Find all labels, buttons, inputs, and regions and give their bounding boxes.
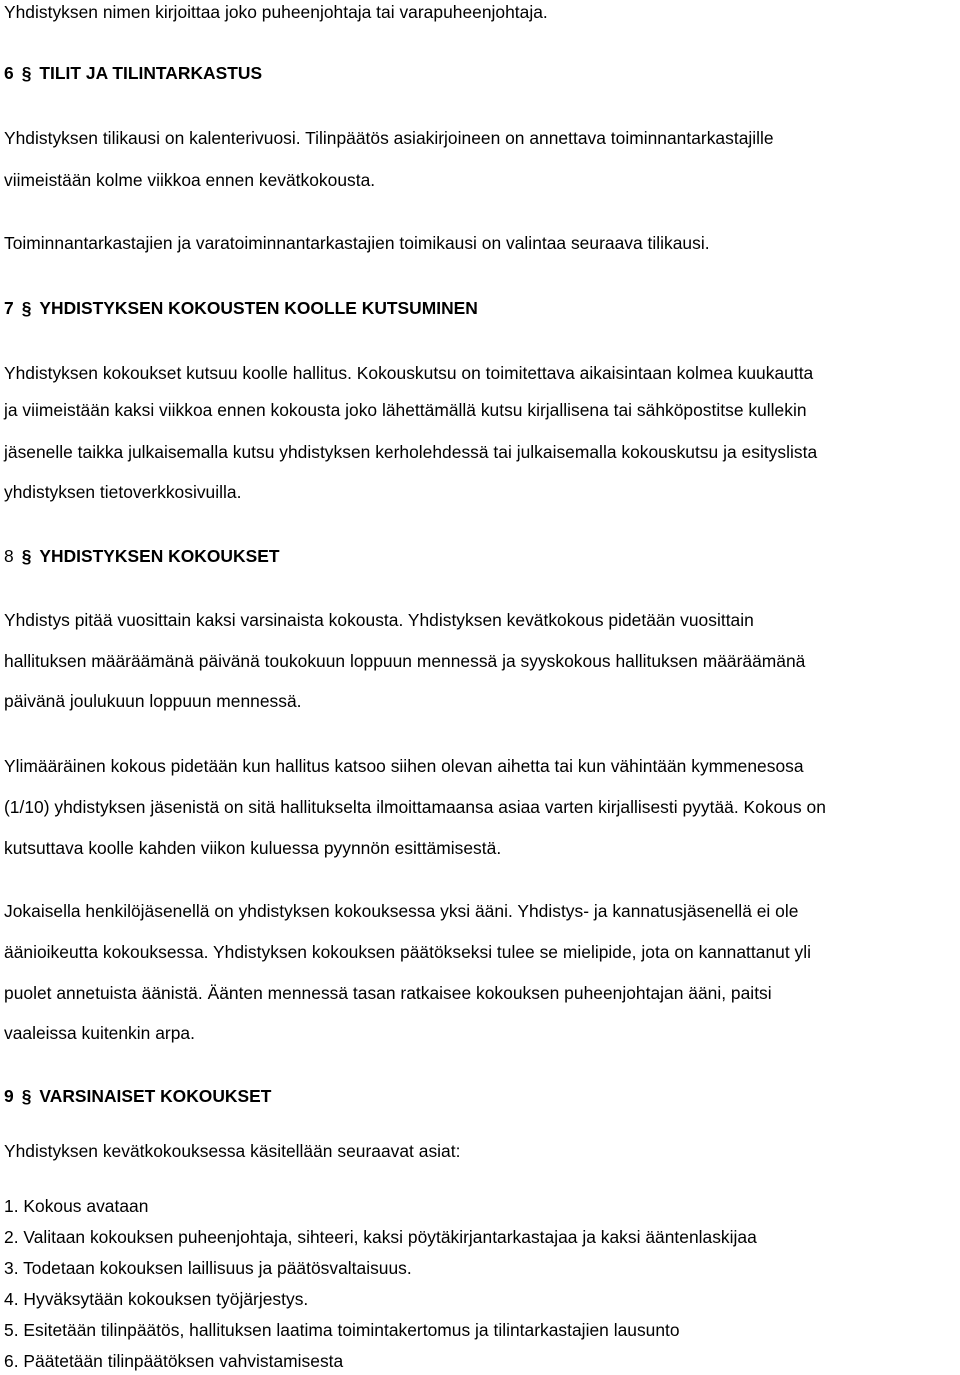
list-item: 1. Kokous avataan <box>4 1196 149 1216</box>
section-6-heading <box>4 61 262 85</box>
section-symbol: § <box>21 546 32 566</box>
list-item: 4. Hyväksytään kokouksen työjärjestys. <box>4 1289 309 1309</box>
paragraph-line: Ylimääräinen kokous pidetään kun hallitus katsoo siihen olevan aihetta tai kun vähintään kymmenesosa <box>4 756 804 776</box>
section-7-heading <box>4 296 478 320</box>
section-title: YHDISTYKSEN KOKOUSTEN KOOLLE KUTSUMINEN <box>39 298 478 318</box>
paragraph-line: Toiminnantarkastajien ja varatoiminnantarkastajien toimikausi on valintaa seuraava tilikausi. <box>4 233 710 253</box>
section-number: 9 <box>4 1086 14 1106</box>
paragraph-line: Yhdistys pitää vuosittain kaksi varsinaista kokousta. Yhdistyksen kevätkokous pidetään vuosittain <box>4 610 754 630</box>
paragraph-line: Yhdistyksen kokoukset kutsuu koolle hallitus. Kokouskutsu on toimitettava aikaisintaan kolmea kuukautta <box>4 363 814 383</box>
paragraph-line: jäsenelle taikka julkaisemalla kutsu yhdistyksen kerholehdessä tai julkaisemalla kokouskutsu ja esityslista <box>4 442 818 462</box>
paragraph-line: hallituksen määräämänä päivänä toukokuun loppuun mennessä ja syyskokous hallituksen määräämänä <box>4 651 806 671</box>
paragraph-line: ja viimeistään kaksi viikkoa ennen kokousta joko lähettämällä kutsu kirjallisena tai sähköpostitse kullekin <box>4 400 807 420</box>
paragraph-line: päivänä joulukuun loppuun mennessä. <box>4 691 302 711</box>
section-title: TILIT JA TILINTARKASTUS <box>39 63 263 83</box>
paragraph-line: äänioikeutta kokouksessa. Yhdistyksen kokouksen päätökseksi tulee se mielipide, jota on kannattanut yli <box>4 942 812 962</box>
paragraph-line: yhdistyksen tietoverkkosivuilla. <box>4 482 242 502</box>
list-item: 6. Päätetään tilinpäätöksen vahvistamisesta <box>4 1351 344 1371</box>
section-title: YHDISTYKSEN KOKOUKSET <box>39 546 280 566</box>
paragraph-line: (1/10) yhdistyksen jäsenistä on sitä hallitukselta ilmoittamaansa asiaa varten kirjallisesti pyytää. Kokous on <box>4 797 826 817</box>
list-item: 2. Valitaan kokouksen puheenjohtaja, sihteeri, kaksi pöytäkirjantarkastajaa ja kaksi ääntenlaskijaa <box>4 1227 757 1247</box>
intro-text: Yhdistyksen nimen kirjoittaa joko puheenjohtaja tai varapuheenjohtaja. <box>4 2 548 22</box>
list-intro: Yhdistyksen kevätkokouksessa käsitellään seuraavat asiat: <box>4 1141 461 1161</box>
paragraph-line: viimeistään kolme viikkoa ennen kevätkokousta. <box>4 170 376 190</box>
section-number: 6 <box>4 63 14 83</box>
section-symbol: § <box>21 298 32 318</box>
paragraph-line: kutsuttava koolle kahden viikon kuluessa pyynnön esittämisestä. <box>4 838 502 858</box>
paragraph-line: Jokaisella henkilöjäsenellä on yhdistyksen kokouksessa yksi ääni. Yhdistys- ja kannatusjäsenellä ei ole <box>4 901 799 921</box>
list-item: 5. Esitetään tilinpäätös, hallituksen laatima toimintakertomus ja tilintarkastajien lausunto <box>4 1320 680 1340</box>
section-symbol: § <box>21 1086 32 1106</box>
section-number: 8 <box>4 546 14 566</box>
section-8-heading <box>4 544 279 568</box>
paragraph-line: vaaleissa kuitenkin arpa. <box>4 1023 195 1043</box>
list-item: 3. Todetaan kokouksen laillisuus ja päätösvaltaisuus. <box>4 1258 412 1278</box>
section-symbol: § <box>21 63 32 83</box>
section-9-heading <box>4 1084 271 1108</box>
section-title: VARSINAISET KOKOUKSET <box>39 1086 272 1106</box>
paragraph-line: Yhdistyksen tilikausi on kalenterivuosi. Tilinpäätös asiakirjoineen on annettava toiminnantarkastajille <box>4 128 774 148</box>
paragraph-line: puolet annetuista äänistä. Äänten mennessä tasan ratkaisee kokouksen puheenjohtajan ääni, paitsi <box>4 983 772 1003</box>
section-number: 7 <box>4 298 14 318</box>
